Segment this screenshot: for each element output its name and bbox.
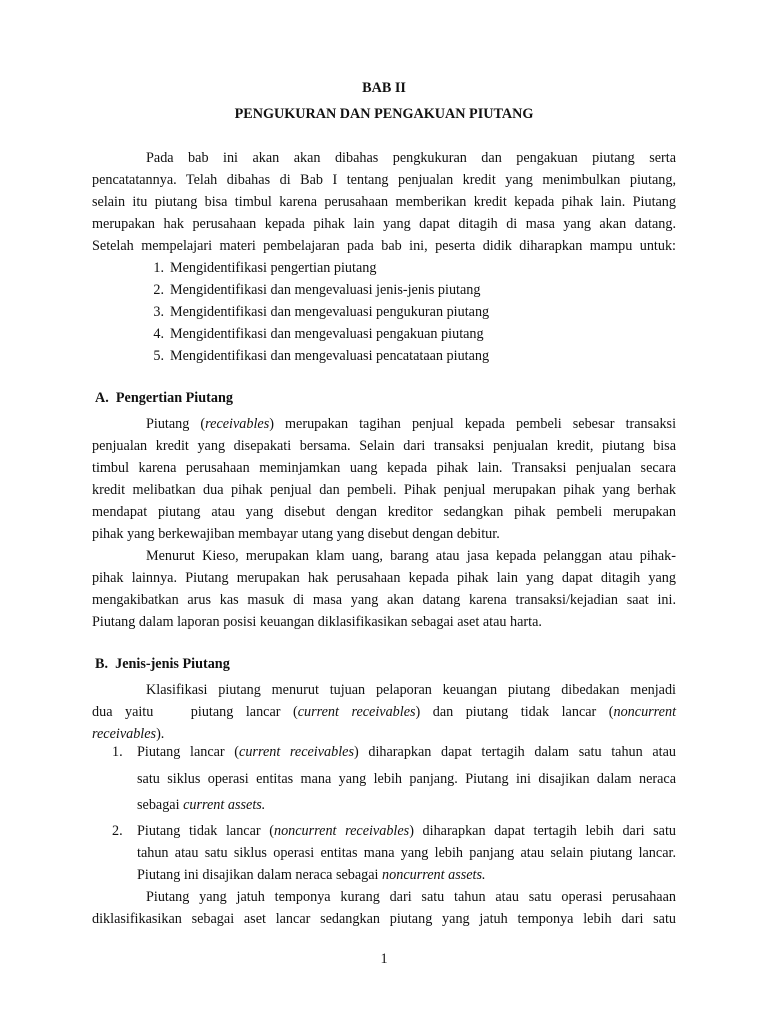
page-number: 1 (380, 951, 388, 967)
list-text: satu siklus operasi entitas mana yang lebih panjang. Piutang ini disajikan dalam neraca (137, 771, 676, 787)
section-a-line: mendapat piutang atau yang disebut dengan kreditor sedangkan pihak pembeli merupakan (92, 504, 676, 520)
list-number: 1. (153, 260, 164, 276)
chapter-label: BAB II (362, 80, 406, 96)
list-number: 3. (153, 304, 164, 320)
section-b-heading: B. Jenis-jenis Piutang (95, 656, 230, 672)
intro-line: Setelah mempelajari materi pembelajaran pada bab ini, peserta didik diharapkan mampu untuk: (92, 238, 676, 254)
list-number: 5. (153, 348, 164, 364)
section-a-line: mengakibatkan arus kas masuk di masa yang akan datang karena transaksi/kejadian saat ini. (92, 592, 676, 608)
section-b-line: Klasifikasi piutang menurut tujuan pelaporan keuangan piutang dibedakan menjadi (146, 682, 676, 698)
list-text: tahun atau satu siklus operasi entitas mana yang lebih panjang atau selain piutang lancar. (137, 845, 676, 861)
intro-line: selain itu piutang bisa timbul karena perusahaan memberikan kredit kepada pihak lain. Piutang (92, 194, 676, 210)
section-a-line: pihak lainnya. Piutang merupakan hak perusahaan kepada pihak lain yang dapat ditagih yang (92, 570, 676, 586)
section-a-line: Piutang dalam laporan posisi keuangan diklasifikasikan sebagai aset atau harta. (92, 614, 542, 630)
list-text: Mengidentifikasi dan mengevaluasi pencatataan piutang (170, 348, 490, 364)
list-number: 4. (153, 326, 164, 342)
section-a-heading: A. Pengertian Piutang (95, 390, 233, 406)
list-number: 2. (153, 282, 164, 298)
intro-line: pencatatannya. Telah dibahas di Bab I tentang penjualan kredit yang menimbulkan piutang, (92, 172, 676, 188)
list-text: Mengidentifikasi dan mengevaluasi jenis-jenis piutang (170, 282, 481, 298)
list-text: Mengidentifikasi dan mengevaluasi pengukuran piutang (170, 304, 490, 320)
list-text: Piutang tidak lancar (noncurrent receivables) diharapkan dapat tertagih lebih dari satu (137, 823, 676, 839)
section-a-line: pihak yang berkewajiban membayar utang yang disebut dengan debitur. (92, 526, 500, 542)
section-a-line: timbul karena perusahaan meminjamkan uang kepada pihak lain. Transaksi penjualan secara (92, 460, 676, 476)
list-text: Mengidentifikasi pengertian piutang (170, 260, 377, 276)
section-a-line: kredit melibatkan dua pihak penjual dan pembeli. Pihak penjual merupakan pihak yang berhak (92, 482, 676, 498)
section-b-line: diklasifikasikan sebagai aset lancar sedangkan piutang yang jatuh temponya lebih dari satu (92, 911, 676, 927)
list-text: Piutang lancar (current receivables) diharapkan dapat tertagih dalam satu tahun atau (137, 744, 677, 760)
section-b-line: receivables). (92, 726, 165, 742)
list-text: Mengidentifikasi dan mengevaluasi pengakuan piutang (170, 326, 484, 342)
section-a-line: penjualan kredit yang disepakati bersama. Selain dari transaksi penjualan kredit, piutang bisa (92, 438, 676, 454)
intro-line: Pada bab ini akan akan dibahas pengkukuran dan pengakuan piutang serta (146, 150, 676, 166)
section-b-line: dua yaitu piutang lancar (current receivables) dan piutang tidak lancar (noncurrent (92, 704, 677, 720)
intro-line: merupakan hak perusahaan kepada pihak lain yang dapat ditagih di masa yang akan datang. (92, 216, 676, 232)
list-text: Piutang ini disajikan dalam neraca sebagai noncurrent assets. (137, 867, 486, 883)
section-b-line: Piutang yang jatuh temponya kurang dari satu tahun atau satu operasi perusahaan (146, 889, 676, 905)
list-text: sebagai current assets. (137, 797, 266, 813)
section-a-line: Piutang (receivables) merupakan tagihan penjual kepada pembeli sebesar transaksi (146, 416, 677, 432)
section-a-line: Menurut Kieso, merupakan klam uang, barang atau jasa kepada pelanggan atau pihak- (146, 548, 676, 564)
list-number: 1. (112, 744, 123, 760)
chapter-title: PENGUKURAN DAN PENGAKUAN PIUTANG (234, 106, 534, 122)
list-number: 2. (112, 823, 123, 839)
